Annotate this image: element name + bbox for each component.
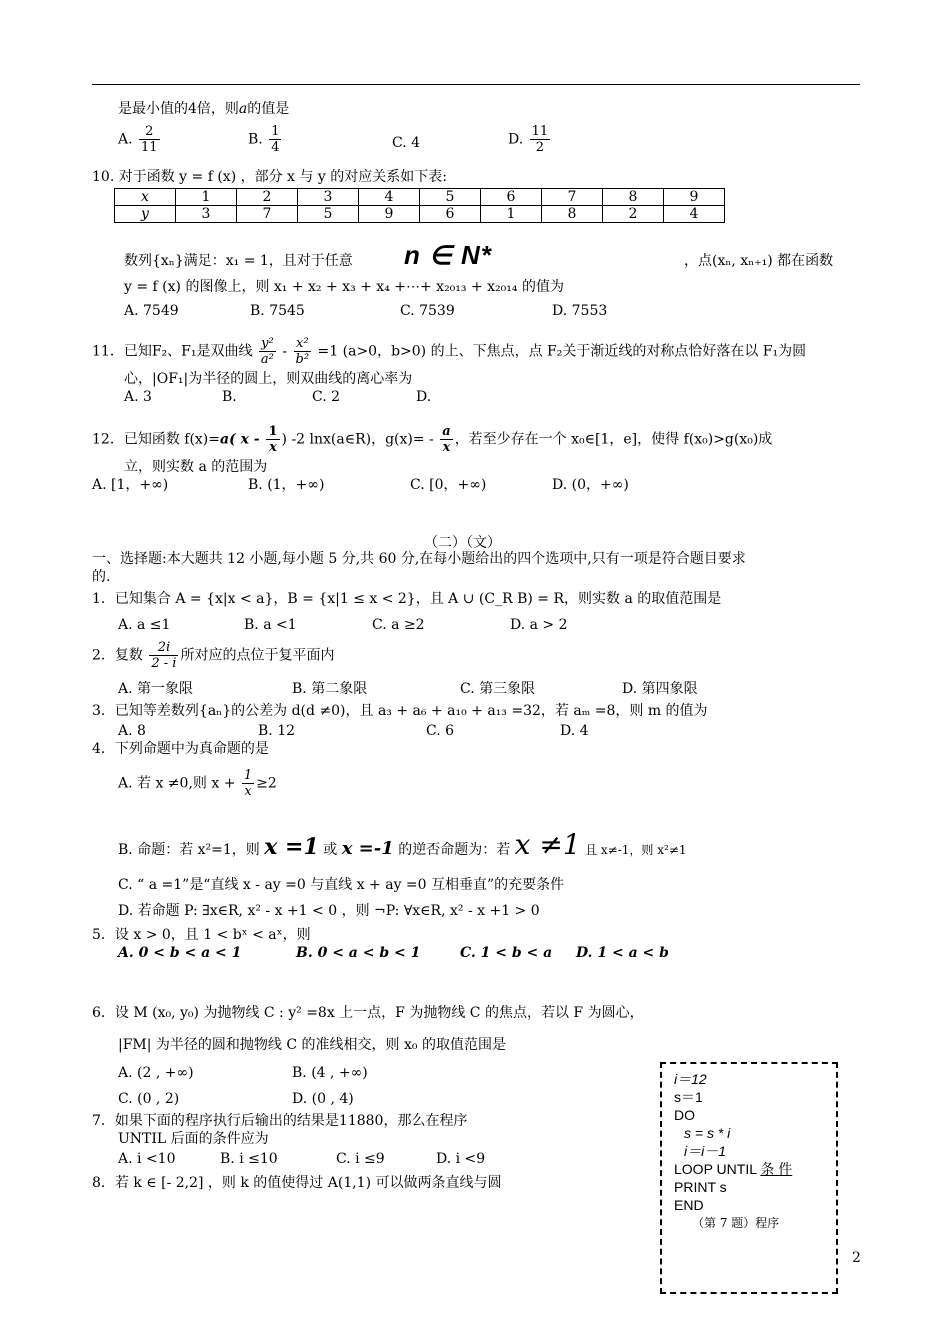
p2-option-c: C. 第三象限 xyxy=(460,681,536,697)
table-cell: 5 xyxy=(420,189,481,206)
p1-option-c: C. a ≥2 xyxy=(372,617,425,633)
p5-option-d: D. 1 < a < b xyxy=(576,945,669,961)
p5-option-b: B. 0 < a < b < 1 xyxy=(296,945,421,961)
p4-option-c: C. “ a =1”是“直线 x - ay =0 与直线 x + ay =0 互相垂直”的充要条件 xyxy=(118,877,565,893)
q10-value-table xyxy=(114,188,725,223)
q9-option-d: D. $\frac{11}{2}$ xyxy=(508,124,549,155)
q12-option-c: C. [0，+∞) xyxy=(410,477,487,493)
p3-option-c: C. 6 xyxy=(426,723,455,739)
table-cell: 5 xyxy=(298,206,359,223)
table-cell: 1 xyxy=(481,206,542,223)
q10-stem: 10. 对于函数 y = f (x) ，部分 x 与 y 的对应关系如下表: xyxy=(92,169,447,185)
table-cell: 7 xyxy=(237,206,298,223)
program-line: PRINT s xyxy=(674,1179,727,1195)
table-cell: 6 xyxy=(420,206,481,223)
q12-line2: 立，则实数 a 的范围为 xyxy=(124,459,268,475)
q9-tail: 是最小值的4倍，则a的值是 xyxy=(118,101,290,117)
p7-option-a: A. i <10 xyxy=(118,1151,176,1167)
p8-stem: 8．若 k ∈ [- 2,2] ，则 k 的值使得过 A(1,1) 可以做两条直线与圆 xyxy=(92,1175,502,1191)
q11-stem: 11．已知F₂、F₁是双曲线 $\frac{\text{y²}}{\text{a²}}$ - $\frac{\text{x²}}{\text{b²}}$ =1 (a>0，b>0) 的上、下焦点，点 F₂关于渐近线的对称点恰好落在以 F₁为圆 xyxy=(92,336,807,367)
p5-option-c: C. 1 < b < a xyxy=(460,945,553,961)
p4-option-d: D. 若命题 P: ∃x∈R, x² - x +1 < 0 ，则 ¬P: ∀x∈R, x² - x +1 > 0 xyxy=(118,903,540,919)
program-line: DO xyxy=(674,1107,695,1123)
program-line: i＝12 xyxy=(674,1071,707,1087)
section-intro-2: 的. xyxy=(92,569,111,585)
p3-stem: 3．已知等差数列{aₙ}的公差为 d(d ≠0)，且 a₃ + a₆ + a₁₀ + a₁₃ =32，若 aₘ =8，则 m 的值为 xyxy=(92,703,708,719)
p7-option-d: D. i <9 xyxy=(436,1151,486,1167)
header-rule xyxy=(92,84,860,85)
q11-option-d: D. xyxy=(416,389,432,405)
p7-stem: 7．如果下面的程序执行后输出的结果是11880，那么在程序 xyxy=(92,1113,468,1129)
p6-option-b: B. (4 , +∞) xyxy=(292,1065,368,1081)
q9-option-c: C. 4 xyxy=(392,135,421,151)
p3-option-b: B. 12 xyxy=(258,723,296,739)
table-row xyxy=(115,189,725,206)
program-box xyxy=(660,1062,838,1294)
p2-option-b: B. 第二象限 xyxy=(292,681,368,697)
table-cell: 2 xyxy=(603,206,664,223)
q12-option-b: B. (1，+∞) xyxy=(248,477,325,493)
q10-option-d: D. 7553 xyxy=(552,303,608,319)
p5-option-a: A. 0 < b < a < 1 xyxy=(118,945,242,961)
q12-option-a: A. [1，+∞) xyxy=(92,477,169,493)
table-cell: 8 xyxy=(603,189,664,206)
p1-option-d: D. a > 2 xyxy=(510,617,568,633)
table-header-y: y xyxy=(115,206,176,223)
p3-option-d: D. 4 xyxy=(560,723,589,739)
table-cell: 3 xyxy=(298,189,359,206)
p4-option-b: B. 命题：若 x²=1，则 x =1 或 x =-1 的逆否命题为：若 x ≠1 且 x≠-1，则 x²≠1 xyxy=(118,828,687,861)
q10-line2-b: ，点(xₙ, xₙ₊₁) 都在函数 xyxy=(684,253,834,269)
p6-option-a: A. (2 , +∞) xyxy=(118,1065,194,1081)
table-header-x: x xyxy=(115,189,176,206)
q10-option-a: A. 7549 xyxy=(124,303,179,319)
table-cell: 4 xyxy=(664,206,725,223)
program-line: s＝1 xyxy=(674,1089,703,1105)
q9-option-b: B. $\frac{1}{4}$ xyxy=(248,124,280,155)
q11-option-c: C. 2 xyxy=(312,389,341,405)
program-line: i＝i－1 xyxy=(684,1143,727,1159)
table-cell: 2 xyxy=(237,189,298,206)
program-line: s = s * i xyxy=(684,1125,731,1141)
p4-option-a: A. 若 x ≠0,则 x + $\frac{1}{x}$ ≥2 xyxy=(118,768,277,799)
q10-line2-a: 数列{xₙ}满足：x₁ = 1，且对于任意 xyxy=(124,253,353,269)
table-cell: 1 xyxy=(176,189,237,206)
q10-big-formula: n ∈ N* xyxy=(404,240,492,270)
p5-stem: 5．设 x > 0，且 1 < bˣ < aˣ，则 xyxy=(92,927,311,943)
p2-stem: 2．复数 $\frac{2i}{2 - i}$ 所对应的点位于复平面内 xyxy=(92,640,335,671)
p6-stem: 6．设 M (x₀, y₀) 为抛物线 C : y² =8x 上一点，F 为抛物线 C 的焦点，若以 F 为圆心， xyxy=(92,1005,644,1021)
p6-option-d: D. (0 , 4) xyxy=(292,1091,354,1107)
q10-option-c: C. 7539 xyxy=(400,303,455,319)
q11-line2: 心，|OF₁|为半径的圆上，则双曲线的离心率为 xyxy=(124,371,413,387)
page-number: 2 xyxy=(852,1250,861,1266)
p7-option-b: B. i ≤10 xyxy=(220,1151,278,1167)
p7-line2: UNTIL 后面的条件应为 xyxy=(118,1131,269,1147)
q11-option-a: A. 3 xyxy=(124,389,152,405)
p1-option-b: B. a <1 xyxy=(244,617,297,633)
table-cell: 8 xyxy=(542,206,603,223)
p6-line2: |FM| 为半径的圆和抛物线 C 的准线相交，则 x₀ 的取值范围是 xyxy=(118,1037,506,1053)
p3-option-a: A. 8 xyxy=(118,723,146,739)
q11-option-b: B. xyxy=(222,389,237,405)
program-line: LOOP UNTIL 条 件 xyxy=(674,1161,793,1177)
p4-stem: 4．下列命题中为真命题的是 xyxy=(92,741,269,757)
p1-stem: 1．已知集合 A = {x|x < a}，B = {x|1 ≤ x < 2}，且 A ∪ (C_R B) = R，则实数 a 的取值范围是 xyxy=(92,591,722,607)
q9-option-a: A. $\frac{2}{11}$ xyxy=(118,124,158,155)
section-intro-1: 一、选择题:本大题共 12 小题,每小题 5 分,共 60 分,在每小题给出的四个选项中,只有一项是符合题目要求 xyxy=(92,551,746,567)
table-cell: 6 xyxy=(481,189,542,206)
program-caption: （第 7 题）程序 xyxy=(692,1216,780,1230)
q12-stem: 12．已知函数 f(x)=a( x - $\frac{1}{x}$ ) -2 lnx(a∈R)，g(x)= - $\frac{a}{x}$ ，若至少存在一个 x₀∈[1，e]，使得 f(x₀)>g(x₀)成 xyxy=(92,424,773,455)
q10-line3: y = f (x) 的图像上，则 x₁ + x₂ + x₃ + x₄ +⋯+ x₂₀₁₃ + x₂₀₁₄ 的值为 xyxy=(124,279,564,295)
table-cell: 3 xyxy=(176,206,237,223)
p2-option-d: D. 第四象限 xyxy=(622,681,698,697)
section-title: （二）（文） xyxy=(424,535,501,551)
table-cell: 7 xyxy=(542,189,603,206)
table-cell: 9 xyxy=(664,189,725,206)
p7-option-c: C. i ≤9 xyxy=(336,1151,385,1167)
p2-option-a: A. 第一象限 xyxy=(118,681,194,697)
program-line: END xyxy=(674,1197,704,1213)
table-row xyxy=(115,206,725,223)
p1-option-a: A. a ≤1 xyxy=(118,617,171,633)
q12-option-d: D. (0，+∞) xyxy=(552,477,629,493)
table-cell: 9 xyxy=(359,206,420,223)
p6-option-c: C. (0 , 2) xyxy=(118,1091,180,1107)
q10-option-b: B. 7545 xyxy=(250,303,305,319)
table-cell: 4 xyxy=(359,189,420,206)
